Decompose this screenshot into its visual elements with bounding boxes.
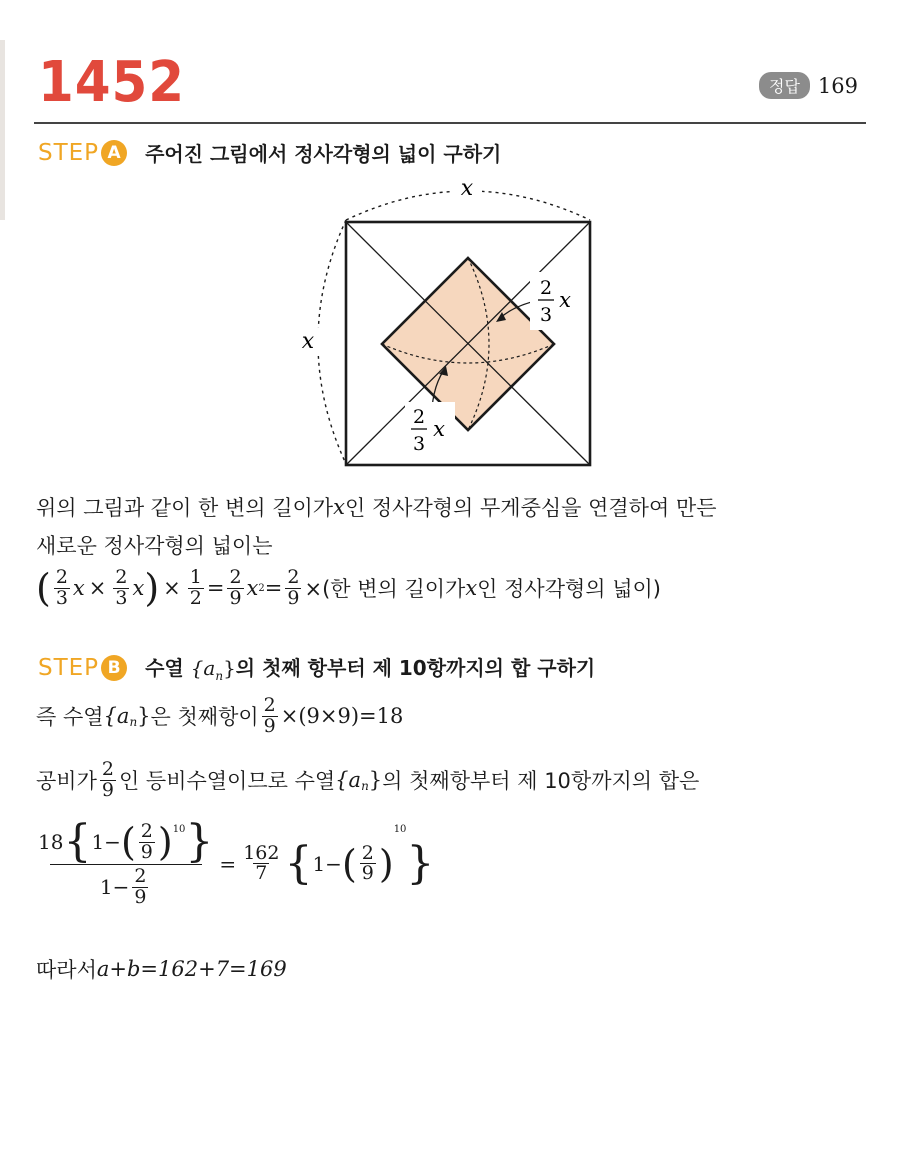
step-letter-badge: B bbox=[101, 655, 127, 681]
left-x-label: x bbox=[301, 329, 315, 354]
sequence-symbol: {a bbox=[103, 704, 130, 729]
left-dimension-arc bbox=[318, 220, 346, 464]
text-b-line2-mid: 인 등비수열이므로 수열 bbox=[118, 769, 336, 794]
right-label-num: 2 bbox=[539, 277, 553, 299]
text-a-line1-suffix: 인 정사각형의 무게중심을 연결하여 만든 bbox=[344, 496, 717, 520]
frac-1-2: $\frac{1}{2}$ bbox=[189, 566, 202, 609]
text-a-line1-prefix: 위의 그림과 같이 한 변의 길이가 bbox=[36, 496, 334, 520]
step-keyword: STEP bbox=[38, 139, 100, 166]
answer-badge: 정답 bbox=[759, 72, 810, 99]
step-b-heading bbox=[38, 652, 595, 683]
brace-close: } bbox=[406, 837, 435, 889]
sum-numerator: 18 { 1− ( $\frac{2}{9}$ ) 10 } bbox=[38, 816, 214, 867]
step-keyword: STEP bbox=[38, 654, 100, 681]
brace-close: } bbox=[185, 816, 214, 867]
step-b-title-pre: 수열 bbox=[145, 656, 191, 680]
sequence-symbol: {a bbox=[190, 656, 216, 680]
frac-2-3-a: $\frac{2}{3}$ bbox=[55, 566, 68, 609]
frac-2-9-e: $\frac{2}{9}$ bbox=[140, 819, 153, 863]
text-a-line2: 새로운 정사각형의 넓이는 bbox=[36, 534, 273, 558]
header-divider bbox=[34, 122, 866, 124]
sequence-subscript: n bbox=[361, 779, 369, 794]
bottom-label-den: 3 bbox=[412, 433, 426, 455]
page-edge bbox=[0, 40, 5, 220]
var-x: x bbox=[246, 576, 259, 601]
final-pre: 따라서 bbox=[36, 958, 97, 982]
sequence-subscript: n bbox=[215, 669, 224, 683]
answer-value: 169 bbox=[817, 73, 858, 98]
frac-2-9-b: $\frac{2}{9}$ bbox=[287, 566, 300, 609]
brace-open: { bbox=[63, 816, 92, 867]
text-b-line2-pre: 공비가 bbox=[36, 769, 97, 794]
sum-formula: 18 { 1− ( $\frac{2}{9}$ ) 10 } 1− $\frac{2}{9}$ = $\frac{162}{7}$ { 1− ( $\frac{2}{9}$ ) 10 } bbox=[34, 820, 434, 908]
text-b-line2-post: 의 첫째항부터 제 10항까지의 합은 bbox=[382, 769, 700, 794]
right-label-den: 3 bbox=[539, 304, 553, 326]
equals-sign: = bbox=[219, 851, 237, 876]
equals-sign: = bbox=[264, 576, 283, 601]
frac-2-9-g: $\frac{2}{9}$ bbox=[361, 841, 374, 885]
frac-2-3-b: $\frac{2}{3}$ bbox=[115, 566, 128, 609]
sequence-subscript: n bbox=[129, 715, 138, 730]
frac-2-9-c: $\frac{2}{9}$ bbox=[263, 694, 276, 737]
top-x-label: x bbox=[460, 176, 474, 201]
first-term-expression: ×(9×9)=18 bbox=[280, 704, 404, 729]
bottom-label-var: x bbox=[433, 417, 445, 441]
paren-open: ( bbox=[36, 566, 51, 611]
text-b-line1 bbox=[36, 696, 403, 737]
exponent-10: 10 bbox=[172, 824, 186, 835]
one-minus: 1− bbox=[312, 851, 342, 876]
sequence-close: } bbox=[137, 704, 151, 729]
problem-number: 1452 bbox=[38, 50, 186, 115]
equals-sign: = bbox=[206, 576, 225, 601]
text-b-line1-mid: 은 첫째항이 bbox=[150, 705, 259, 730]
final-expression: a+b=162+7=169 bbox=[96, 957, 287, 981]
var-x: x bbox=[465, 576, 478, 601]
sequence-symbol: {a bbox=[335, 768, 362, 793]
step-a-title: 주어진 그림에서 정사각형의 넓이 구하기 bbox=[145, 142, 502, 166]
final-answer-line bbox=[36, 954, 287, 984]
text-b-line2 bbox=[36, 760, 699, 801]
frac-2-9-f: $\frac{2}{9}$ bbox=[134, 865, 147, 908]
sequence-close: } bbox=[223, 656, 236, 680]
exponent-10: 10 bbox=[393, 824, 407, 835]
first-term-18: 18 bbox=[38, 830, 64, 854]
right-label-var: x bbox=[559, 288, 571, 312]
bottom-label-num: 2 bbox=[412, 406, 426, 428]
frac-2-9-a: $\frac{2}{9}$ bbox=[229, 566, 242, 609]
step-b-title bbox=[145, 652, 595, 683]
one-minus: 1− bbox=[91, 830, 121, 854]
paren-close: ) bbox=[144, 566, 160, 611]
frac-162-7: $\frac{162}{7}$ bbox=[243, 841, 280, 885]
square-figure bbox=[280, 172, 620, 472]
step-a-heading bbox=[38, 138, 501, 167]
equation-tail-prefix: ×(한 변의 길이가 bbox=[304, 577, 466, 602]
frac-2-9-d: $\frac{2}{9}$ bbox=[101, 758, 114, 801]
text-a-line1 bbox=[36, 492, 717, 522]
times-sign: × bbox=[163, 576, 181, 601]
area-equation bbox=[36, 568, 661, 609]
var-x: x bbox=[333, 495, 345, 519]
exponent-2: 2 bbox=[258, 582, 265, 594]
var-x: x bbox=[72, 576, 85, 601]
var-x: x bbox=[132, 576, 145, 601]
step-letter-badge: A bbox=[101, 140, 127, 166]
times-sign: × bbox=[88, 576, 107, 601]
sum-main-fraction bbox=[34, 816, 217, 908]
step-b-title-post: 의 첫째 항부터 제 10항까지의 합 구하기 bbox=[235, 656, 596, 680]
brace-open: { bbox=[284, 837, 313, 889]
equation-tail-suffix: 인 정사각형의 넓이) bbox=[477, 577, 662, 602]
one-minus: 1− bbox=[99, 875, 130, 900]
sequence-close: } bbox=[368, 768, 383, 793]
answer-box bbox=[759, 72, 858, 99]
sum-denominator bbox=[50, 864, 202, 908]
text-b-line1-pre: 즉 수열 bbox=[36, 705, 104, 730]
